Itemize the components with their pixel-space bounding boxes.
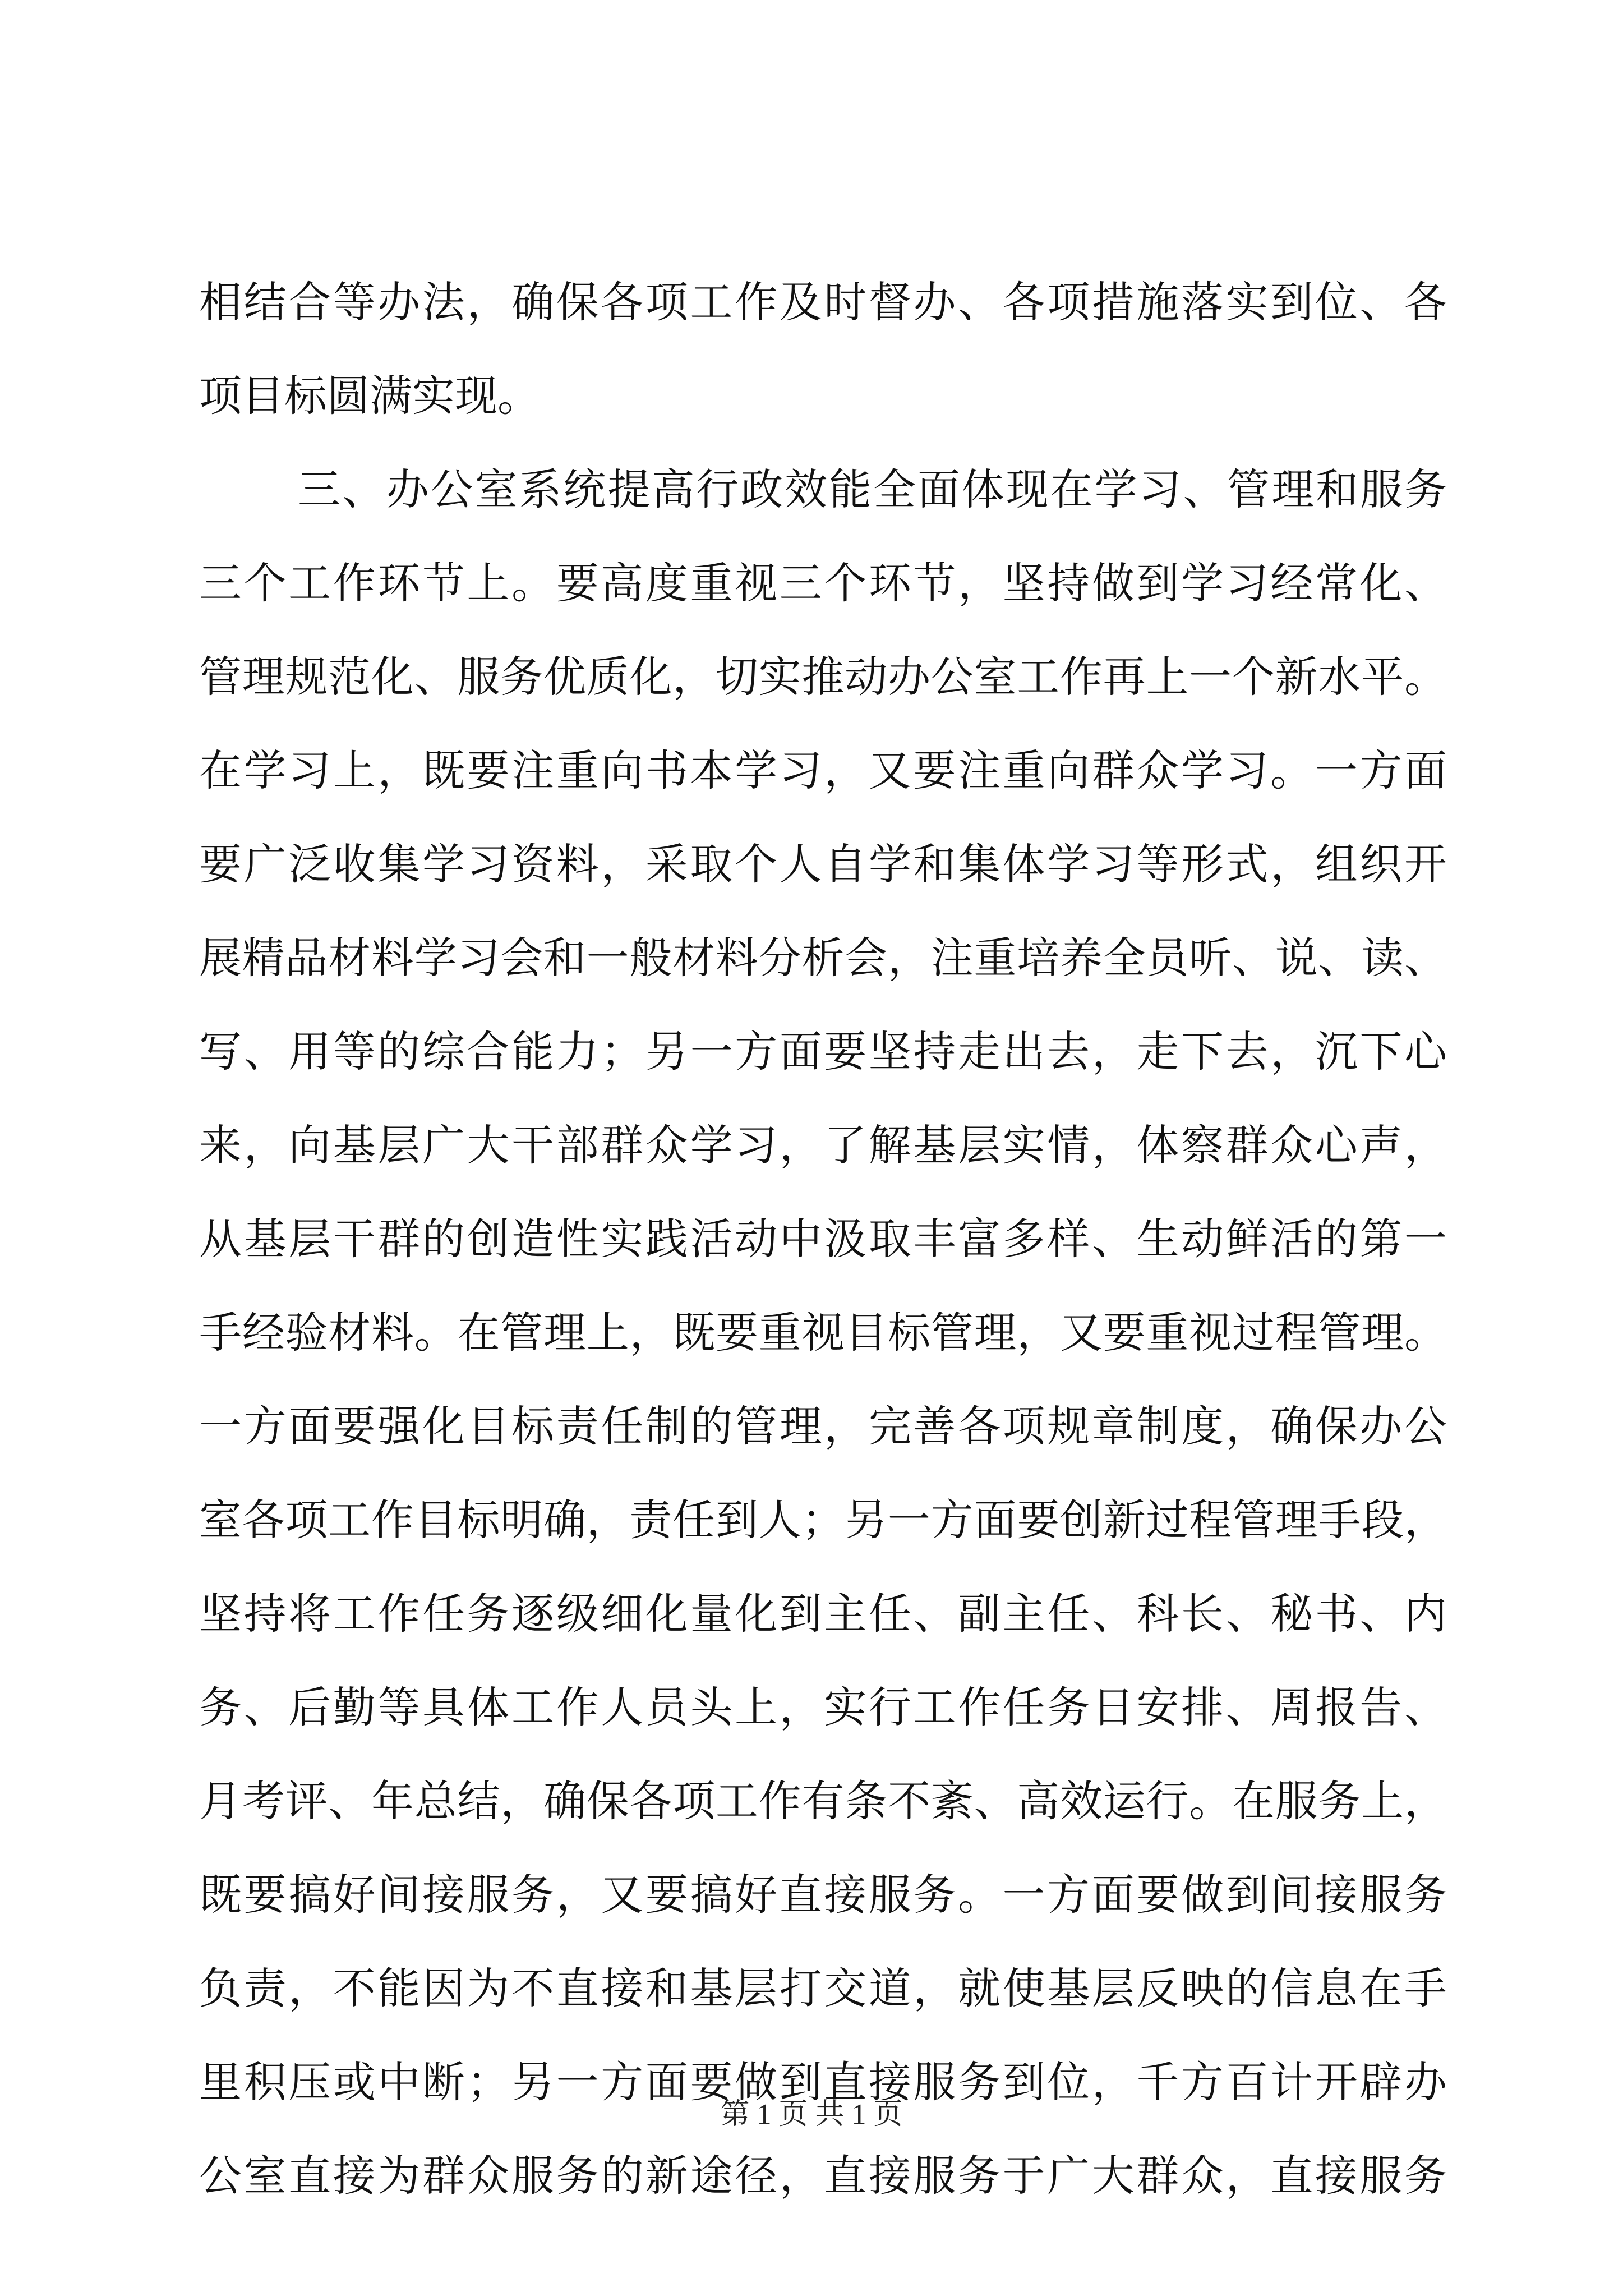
paragraph-2-line-8: 来，向基层广大干部群众学习，了解基层实情，体察群众心声， bbox=[199, 1120, 1447, 1170]
paragraph-2-line-4: 在学习上，既要注重向书本学习，又要注重向群众学习。一方面 bbox=[199, 746, 1447, 795]
paragraph-2-line-17: 负责，不能因为不直接和基层打交道，就使基层反映的信息在手 bbox=[199, 1963, 1447, 2013]
paragraph-2-line-11: 一方面要强化目标责任制的管理，完善各项规章制度，确保办公 bbox=[199, 1401, 1447, 1451]
paragraph-2-line-16: 既要搞好间接服务，又要搞好直接服务。一方面要做到间接服务 bbox=[199, 1870, 1447, 1920]
page-number-footer: 第 1 页 共 1 页 bbox=[720, 2099, 903, 2131]
paragraph-2-line-7: 写、用等的综合能力；另一方面要坚持走出去，走下去，沉下心 bbox=[199, 1027, 1447, 1076]
paragraph-2-line-9: 从基层干群的创造性实践活动中汲取丰富多样、生动鲜活的第一 bbox=[199, 1214, 1447, 1264]
paragraph-1-line-2: 项目标圆满实现。 bbox=[199, 371, 540, 421]
paragraph-2-line-1: 三、办公室系统提高行政效能全面体现在学习、管理和服务 bbox=[298, 464, 1447, 514]
paragraph-2-line-2: 三个工作环节上。要高度重视三个环节，坚持做到学习经常化、 bbox=[199, 558, 1447, 608]
paragraph-2-line-15: 月考评、年总结，确保各项工作有条不紊、高效运行。在服务上， bbox=[199, 1776, 1447, 1826]
paragraph-2-line-18: 里积压或中断；另一方面要做到直接服务到位，千方百计开辟办 bbox=[199, 2057, 1447, 2107]
paragraph-2-line-13: 坚持将工作任务逐级细化量化到主任、副主任、科长、秘书、内 bbox=[199, 1589, 1447, 1639]
paragraph-2-line-3: 管理规范化、服务优质化，切实推动办公室工作再上一个新水平。 bbox=[199, 652, 1447, 702]
paragraph-1-line-1: 相结合等办法，确保各项工作及时督办、各项措施落实到位、各 bbox=[199, 277, 1447, 327]
paragraph-2-line-14: 务、后勤等具体工作人员头上，实行工作任务日安排、周报告、 bbox=[199, 1682, 1447, 1732]
paragraph-2-line-10: 手经验材料。在管理上，既要重视目标管理，又要重视过程管理。 bbox=[199, 1308, 1447, 1358]
paragraph-2-line-19: 公室直接为群众服务的新途径，直接服务于广大群众，直接服务 bbox=[199, 2151, 1447, 2201]
paragraph-2-line-5: 要广泛收集学习资料，采取个人自学和集体学习等形式，组织开 bbox=[199, 839, 1447, 889]
paragraph-2-line-6: 展精品材料学习会和一般材料分析会，注重培养全员听、说、读、 bbox=[199, 933, 1447, 983]
paragraph-2-line-12: 室各项工作目标明确，责任到人；另一方面要创新过程管理手段， bbox=[199, 1495, 1447, 1545]
body-text bbox=[199, 255, 1447, 2223]
